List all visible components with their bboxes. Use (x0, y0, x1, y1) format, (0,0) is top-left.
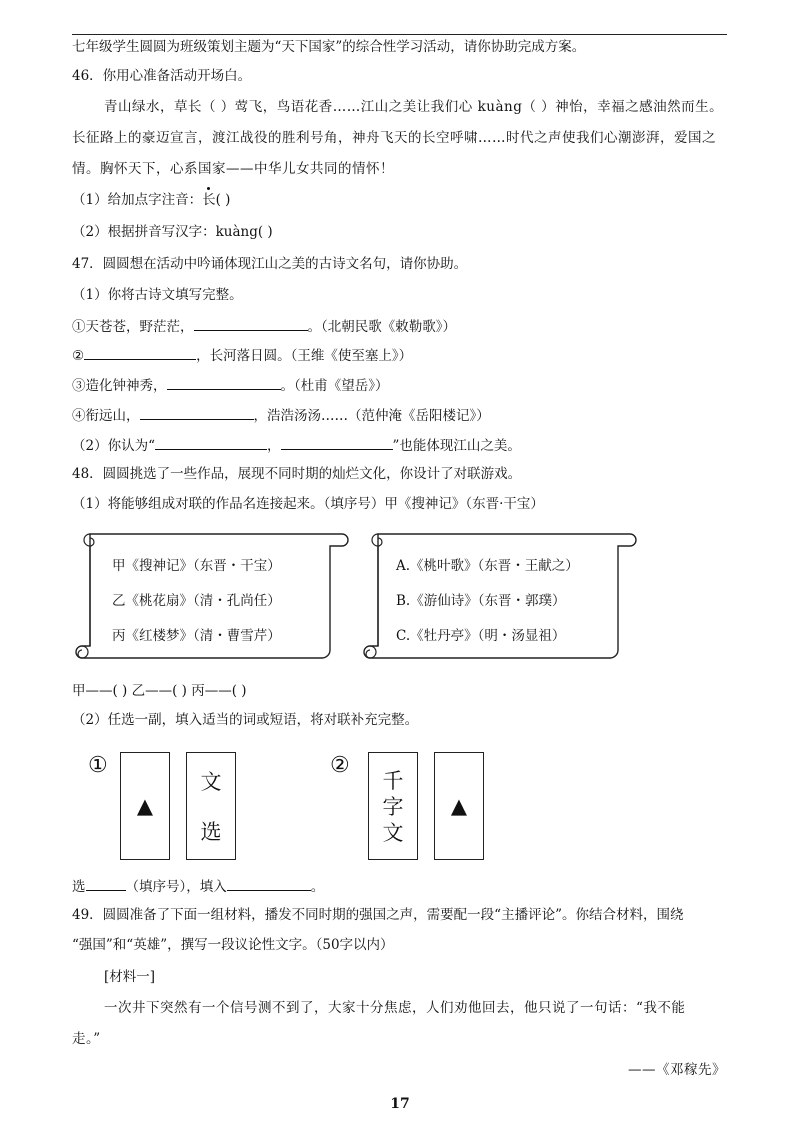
couplet-1-text-strip (186, 752, 236, 860)
q47-sub2-text-a: （2）你认为“ (72, 438, 155, 454)
q46-dotted-char: 长 (202, 192, 216, 208)
q47-sub2-blank2[interactable] (281, 435, 393, 450)
q48-fill-blank-number[interactable] (86, 876, 126, 891)
q46-sub2: （2）根据拼音写汉字：kuàng( ) (72, 224, 273, 240)
top-rule (72, 34, 727, 35)
q47-item3-source: 。（杜甫《望岳》） (280, 378, 389, 394)
q46-sub1 (72, 191, 230, 209)
right-scroll-item-b: B.《游仙诗》（东晋・郭璞） (396, 593, 566, 609)
q48-fill-blank-phrase[interactable] (227, 876, 311, 891)
couplet-2-char-1: 千 (382, 769, 404, 793)
q48-stem: 48．圆圆挑选了一些作品，展现不同时期的灿烂文化，你设计了对联游戏。 (72, 466, 522, 482)
q48-fill-text-a: 选 (72, 879, 86, 895)
q49-material-line2: 走。” (72, 1031, 101, 1047)
q49-material-title: [材料一] (104, 969, 156, 985)
q47-item2-blank[interactable] (84, 345, 196, 360)
couplet-1-placeholder: ▲ (136, 794, 154, 818)
q49-stem-line2: “强国”和“英雄”，撰写一段议论性文字。（50字以内） (72, 937, 394, 953)
left-scroll-item-2: 乙《桃花扇》（清・孔尚任） (112, 593, 281, 609)
page-number: 17 (390, 1096, 410, 1112)
q47-sub2 (72, 435, 521, 455)
q48-fill-text-b: （填序号），填入 (125, 879, 227, 895)
q47-sub2-comma: ， (267, 438, 281, 454)
q48-fill-text-c: 。 (310, 879, 325, 895)
q48-fill-line (72, 876, 324, 896)
q47-item3-text: ③造化钟神秀， (72, 378, 167, 394)
q47-sub1: （1）你将古诗文填写完整。 (72, 287, 243, 303)
q47-sub2-text-c: ”也能体现江山之美。 (392, 438, 521, 454)
right-scroll-item-c: C.《牡丹亭》（明・汤显祖） (396, 628, 566, 644)
q47-item4-text: ④衔远山， (72, 408, 140, 424)
q47-item2-text: ② (72, 348, 85, 364)
couplet-1-number: ① (88, 753, 108, 778)
q47-item3 (72, 375, 389, 395)
q49-stem-line1: 49．圆圆准备了下面一组材料，播发不同时期的强国之声，需要配一段“主播评论”。你结合材料，围绕 (72, 907, 684, 923)
q49-attribution: ——《邓稼先》 (628, 1062, 726, 1078)
right-scroll (362, 526, 638, 666)
q46-stem: 46．你用心准备活动开场白。 (72, 68, 252, 84)
q46-passage-line2: 长征路上的豪迈宣言，渡江战役的胜利号角，神舟飞天的长空呼啸……时代之声使我们心潮澎湃，爱国之 (72, 130, 716, 146)
q47-item4-blank[interactable] (140, 405, 254, 420)
q48-match-line: 甲——( ) 乙——( ) 丙——( ) (72, 683, 247, 699)
q47-item1-source: 。（北朝民歌《敕勒歌》） (307, 319, 456, 335)
q46-sub1-prefix: （1）给加点字注音： (72, 192, 203, 208)
q46-sub1-answer-slot[interactable]: ( ) (215, 192, 231, 208)
q47-stem: 47．圆圆想在活动中吟诵体现江山之美的古诗文名句，请你协助。 (72, 256, 468, 272)
q47-item3-blank[interactable] (167, 375, 281, 390)
couplet-2-number: ② (330, 753, 350, 778)
q47-item1 (72, 316, 456, 336)
q49-material-line1: 一次井下突然有一个信号测不到了，大家十分焦虑，人们劝他回去，他只说了一句话：“我不能 (104, 1000, 686, 1016)
couplet-2-char-2: 字 (382, 795, 404, 819)
left-scroll (74, 526, 350, 666)
right-scroll-item-a: A.《桃叶歌》（东晋・王献之） (396, 558, 579, 574)
q46-passage-line3: 情。胸怀天下，心系国家——中华儿女共同的情怀！ (72, 161, 394, 177)
q47-item1-text: ①天苍苍，野茫茫， (72, 319, 194, 335)
q47-item2-source: ，长河落日圆。（王维《使至塞上》） (196, 348, 413, 364)
couplet-2-text-strip (368, 752, 418, 860)
q47-item2 (72, 345, 412, 365)
couplet-1-blank-strip[interactable] (120, 752, 170, 860)
q47-sub2-blank1[interactable] (155, 435, 267, 450)
couplet-2-blank-strip[interactable] (434, 752, 484, 860)
q48-sub1: （1）将能够组成对联的作品名连接起来。（填序号）甲《搜神记》（东晋·干宝） (72, 496, 544, 512)
left-scroll-item-1: 甲《搜神记》（东晋・干宝） (112, 558, 281, 574)
q47-item1-blank[interactable] (194, 316, 308, 331)
couplet-1-char-2: 选 (200, 820, 222, 844)
couplet-2-placeholder: ▲ (450, 794, 468, 818)
q47-item4-source: ，浩浩汤汤……（范仲淹《岳阳楼记》） (253, 408, 490, 424)
q47-item4 (72, 405, 490, 425)
left-scroll-item-3: 丙《红楼梦》（清・曹雪芹） (112, 628, 281, 644)
couplet-1-char-1: 文 (200, 770, 222, 794)
intro-text: 七年级学生圆圆为班级策划主题为“天下国家”的综合性学习活动，请你协助完成方案。 (72, 39, 586, 55)
couplet-2-char-3: 文 (382, 821, 404, 845)
q46-passage-line1: 青山绿水，草长（ ）莺飞，鸟语花香……江山之美让我们心 kuàng（ ）神怡，幸福之感油然而生。 (104, 99, 724, 115)
q48-sub2: （2）任选一副，填入适当的词或短语，将对联补充完整。 (72, 712, 419, 728)
